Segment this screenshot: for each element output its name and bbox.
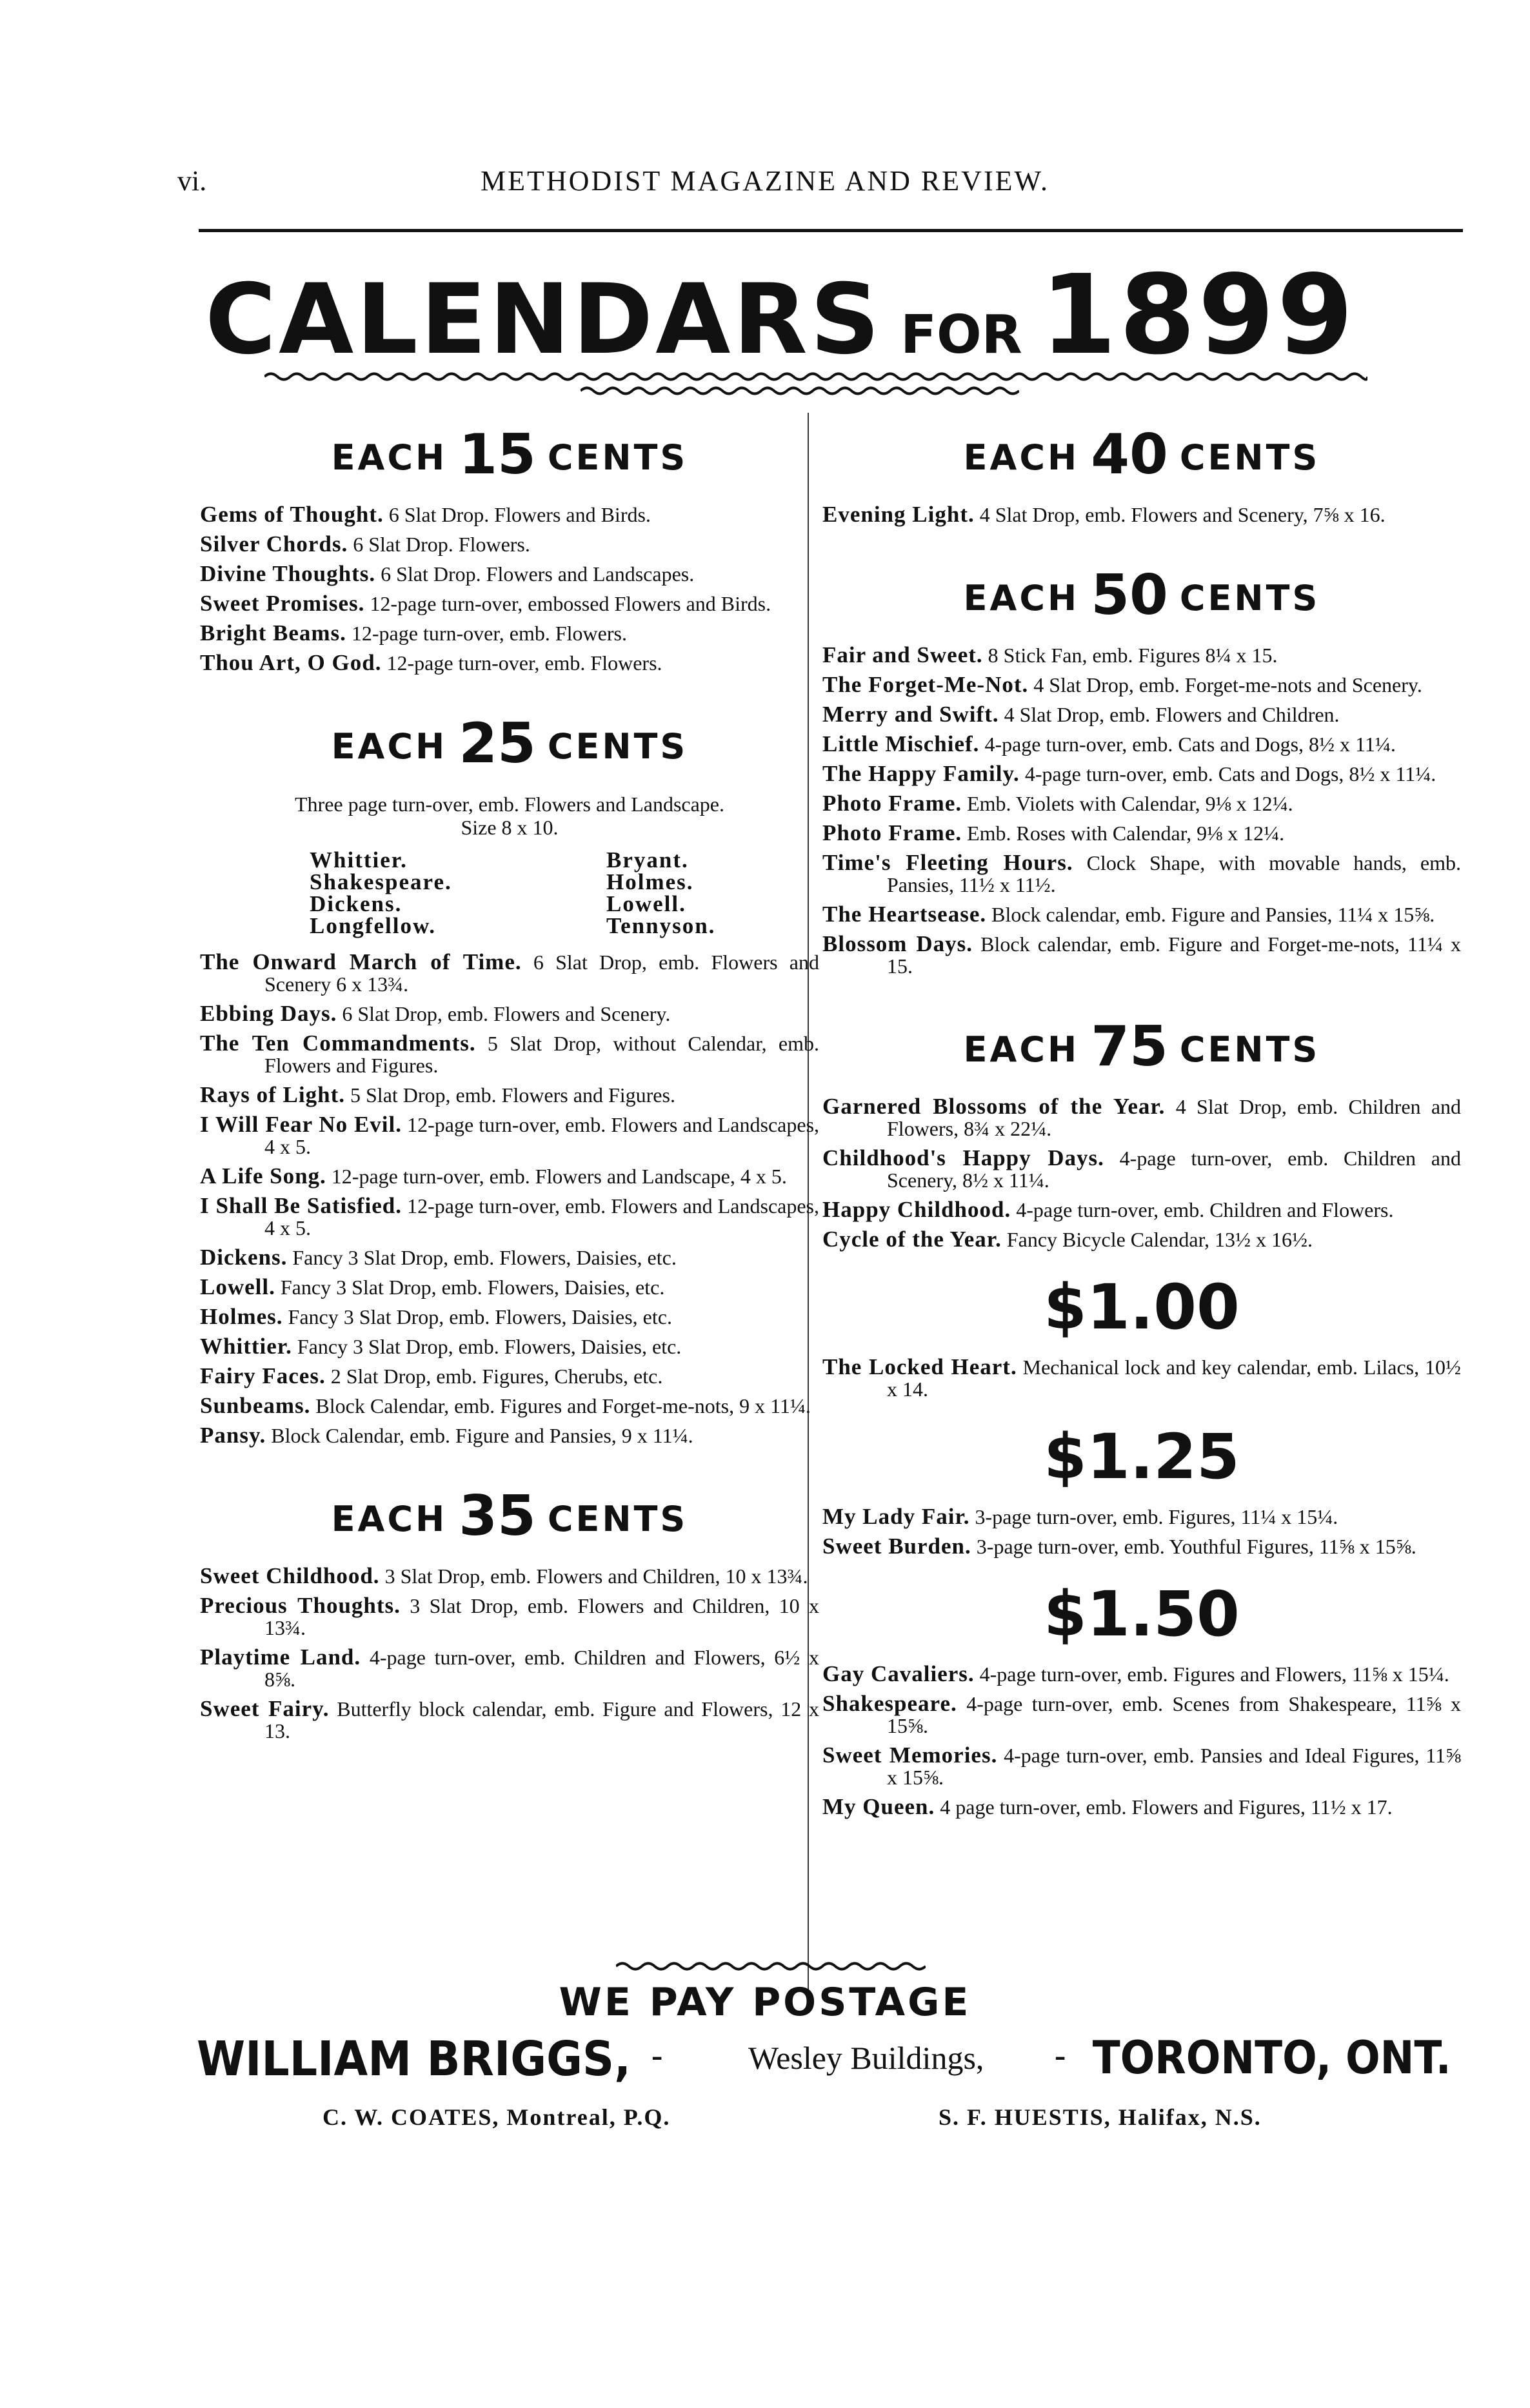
list-item: I Will Fear No Evil. 12-page turn-over, emb. Flowers and Landscapes, 4 x 5. [200,1112,820,1158]
section-15-list [200,504,819,674]
list-item: Lowell. Fancy 3 Slat Drop, emb. Flowers, Daisies, etc. [200,1274,665,1299]
list-item: Sweet Burden. 3-page turn-over, emb. Youthful Figures, 11⅝ x 15⅝. [822,1534,1416,1559]
list-item: Precious Thoughts. 3 Slat Drop, emb. Flowers and Children, 10 x 13¾. [200,1593,820,1639]
list-item: Fair and Sweet. 8 Stick Fan, emb. Figures 8¼ x 15. [822,642,1278,667]
list-item: Gay Cavaliers. 4-page turn-over, emb. Figures and Flowers, 11⅝ x 15¼. [822,1661,1449,1686]
page-header [0,164,1530,216]
list-item: Bright Beams. 12-page turn-over, emb. Flowers. [200,620,627,646]
branch-montreal: C. W. COATES, Montreal, P.Q. [323,2104,671,2130]
list-item: Happy Childhood. 4-page turn-over, emb. Children and Flowers. [822,1197,1394,1222]
header-rule [199,229,1463,232]
list-item: Evening Light. 4 Slat Drop, emb. Flowers and Scenery, 7⅝ x 16. [822,502,1386,527]
list-item: The Ten Commandments. 5 Slat Drop, without Calendar, emb. Flowers and Figures. [200,1031,820,1077]
left-column [200,422,819,1750]
list-item: Silver Chords. 6 Slat Drop. Flowers. [200,531,530,557]
section-75-list [822,1096,1461,1250]
author-name: Lowell. [606,891,686,916]
list-item: Sunbeams. Block Calendar, emb. Figures and Forget-me-nots, 9 x 11¼. [200,1393,811,1418]
section-40-list [822,504,1461,526]
section-50-list [822,644,1461,977]
branch-offices [0,2104,1530,2136]
list-item: Shakespeare. 4-page turn-over, emb. Scenes from Shakespeare, 11⅝ x 15⅝. [822,1691,1462,1737]
title-year: 1899 [1040,252,1356,379]
running-title: METHODIST MAGAZINE AND REVIEW. [481,165,1049,197]
list-item: The Locked Heart. Mechanical lock and key calendar, emb. Lilacs, 10½ x 14. [822,1354,1462,1401]
separator-dash: - [651,2037,663,2074]
publisher-line [197,2031,1451,2087]
publisher-city: TORONTO, ONT. [1093,2031,1451,2084]
postage-notice: WE PAY POSTAGE [559,1980,971,2025]
page-number: vi. [177,165,207,197]
section-heading-1-25: $1.25 [1044,1421,1240,1493]
author-list [310,849,819,937]
section-35-list [200,1565,819,1742]
list-item: A Life Song. 12-page turn-over, emb. Flowers and Landscape, 4 x 5. [200,1163,787,1189]
author-name: Whittier. [310,847,408,873]
list-item: Divine Thoughts. 6 Slat Drop. Flowers and Landscapes. [200,561,695,586]
publisher-name: WILLIAM BRIGGS, [197,2031,631,2087]
section-150-list [822,1663,1461,1818]
list-item: The Heartsease. Block calendar, emb. Figure and Pansies, 11¼ x 15⅝. [822,902,1435,927]
list-item: I Shall Be Satisfied. 12-page turn-over, emb. Flowers and Landscapes, 4 x 5. [200,1193,820,1239]
list-item: Photo Frame. Emb. Roses with Calendar, 9⅛ x 12¼. [822,820,1285,845]
list-item: Sweet Promises. 12-page turn-over, embossed Flowers and Birds. [200,591,771,616]
branch-halifax: S. F. HUESTIS, Halifax, N.S. [939,2104,1262,2130]
author-name: Tennyson. [606,913,716,938]
section-heading-35-cents: EACH 35 CENTS [331,1484,688,1548]
right-column [822,422,1461,1826]
list-item: Photo Frame. Emb. Violets with Calendar, 9⅛ x 12¼. [822,791,1293,816]
author-name: Holmes. [606,869,694,894]
author-name: Dickens. [310,891,402,916]
section-25-intro: Three page turn-over, emb. Flowers and Landscape. Size 8 x 10. [294,793,724,839]
section-heading-25-cents: EACH 25 CENTS [331,711,688,776]
list-item: Garnered Blossoms of the Year. 4 Slat Drop, emb. Children and Flowers, 8¾ x 22¼. [822,1094,1462,1140]
section-heading-40-cents: EACH 40 CENTS [963,422,1320,487]
list-item: Sweet Childhood. 3 Slat Drop, emb. Flowers and Children, 10 x 13¾. [200,1563,808,1588]
list-item: The Forget-Me-Not. 4 Slat Drop, emb. Forget-me-nots and Scenery. [822,672,1422,697]
title-word-calendars: CALENDARS [205,264,882,376]
author-name: Shakespeare. [310,869,452,894]
list-item: Holmes. Fancy 3 Slat Drop, emb. Flowers, Daisies, etc. [200,1304,672,1329]
section-heading-75-cents: EACH 75 CENTS [963,1014,1320,1079]
list-item: Pansy. Block Calendar, emb. Figure and Pansies, 9 x 11¼. [200,1423,693,1448]
author-name: Longfellow. [310,913,437,938]
section-125-list [822,1506,1461,1557]
separator-dash: - [1055,2037,1066,2074]
list-item: Childhood's Happy Days. 4-page turn-over, emb. Children and Scenery, 8½ x 11¼. [822,1145,1462,1192]
section-heading-1-00: $1.00 [1044,1271,1240,1343]
list-item: Blossom Days. Block calendar, emb. Figure and Forget-me-nots, 11¼ x 15. [822,931,1461,978]
section-heading-50-cents: EACH 50 CENTS [963,563,1320,627]
list-item: Ebbing Days. 6 Slat Drop, emb. Flowers and Scenery. [200,1001,671,1026]
section-25-list [200,951,819,1446]
list-item: My Queen. 4 page turn-over, emb. Flowers and Figures, 11½ x 17. [822,1794,1393,1819]
list-item: The Onward March of Time. 6 Slat Drop, emb. Flowers and Scenery 6 x 13¾. [200,949,820,996]
list-item: Fairy Faces. 2 Slat Drop, emb. Figures, Cherubs, etc. [200,1363,663,1388]
title-word-for: FOR [900,304,1022,366]
list-item: Sweet Memories. 4-page turn-over, emb. Pansies and Ideal Figures, 11⅝ x 15⅝. [822,1742,1462,1789]
list-item: The Happy Family. 4-page turn-over, emb. Cats and Dogs, 8½ x 11¼. [822,761,1436,786]
list-item: My Lady Fair. 3-page turn-over, emb. Figures, 11¼ x 15¼. [822,1504,1338,1529]
list-item: Dickens. Fancy 3 Slat Drop, emb. Flowers, Daisies, etc. [200,1245,677,1270]
section-heading-15-cents: EACH 15 CENTS [331,422,688,487]
list-item: Sweet Fairy. Butterfly block calendar, emb. Figure and Flowers, 12 x 13. [200,1696,819,1742]
footer-ornament-rule [616,1960,926,1972]
list-item: Whittier. Fancy 3 Slat Drop, emb. Flowers, Daisies, etc. [200,1334,682,1359]
list-item: Rays of Light. 5 Slat Drop, emb. Flowers and Figures. [200,1082,675,1107]
list-item: Little Mischief. 4-page turn-over, emb. Cats and Dogs, 8½ x 11¼. [822,731,1396,756]
list-item: Playtime Land. 4-page turn-over, emb. Children and Flowers, 6½ x 8⅝. [200,1644,820,1691]
section-100-list [822,1356,1461,1400]
publisher-address: Wesley Buildings, [748,2040,984,2076]
author-name: Bryant. [606,847,689,873]
section-heading-1-50: $1.50 [1044,1578,1240,1650]
list-item: Thou Art, O God. 12-page turn-over, emb. Flowers. [200,650,662,675]
list-item: Time's Fleeting Hours. Clock Shape, with movable hands, emb. Pansies, 11½ x 11½. [822,850,1462,896]
title-ornament-rule [264,371,1367,382]
title-ornament-rule-lower [581,385,1019,397]
list-item: Merry and Swift. 4 Slat Drop, emb. Flowers and Children. [822,702,1340,727]
list-item: Cycle of the Year. Fancy Bicycle Calendar, 13½ x 16½. [822,1227,1313,1252]
page-title [194,252,1367,379]
list-item: Gems of Thought. 6 Slat Drop. Flowers and Birds. [200,502,651,527]
